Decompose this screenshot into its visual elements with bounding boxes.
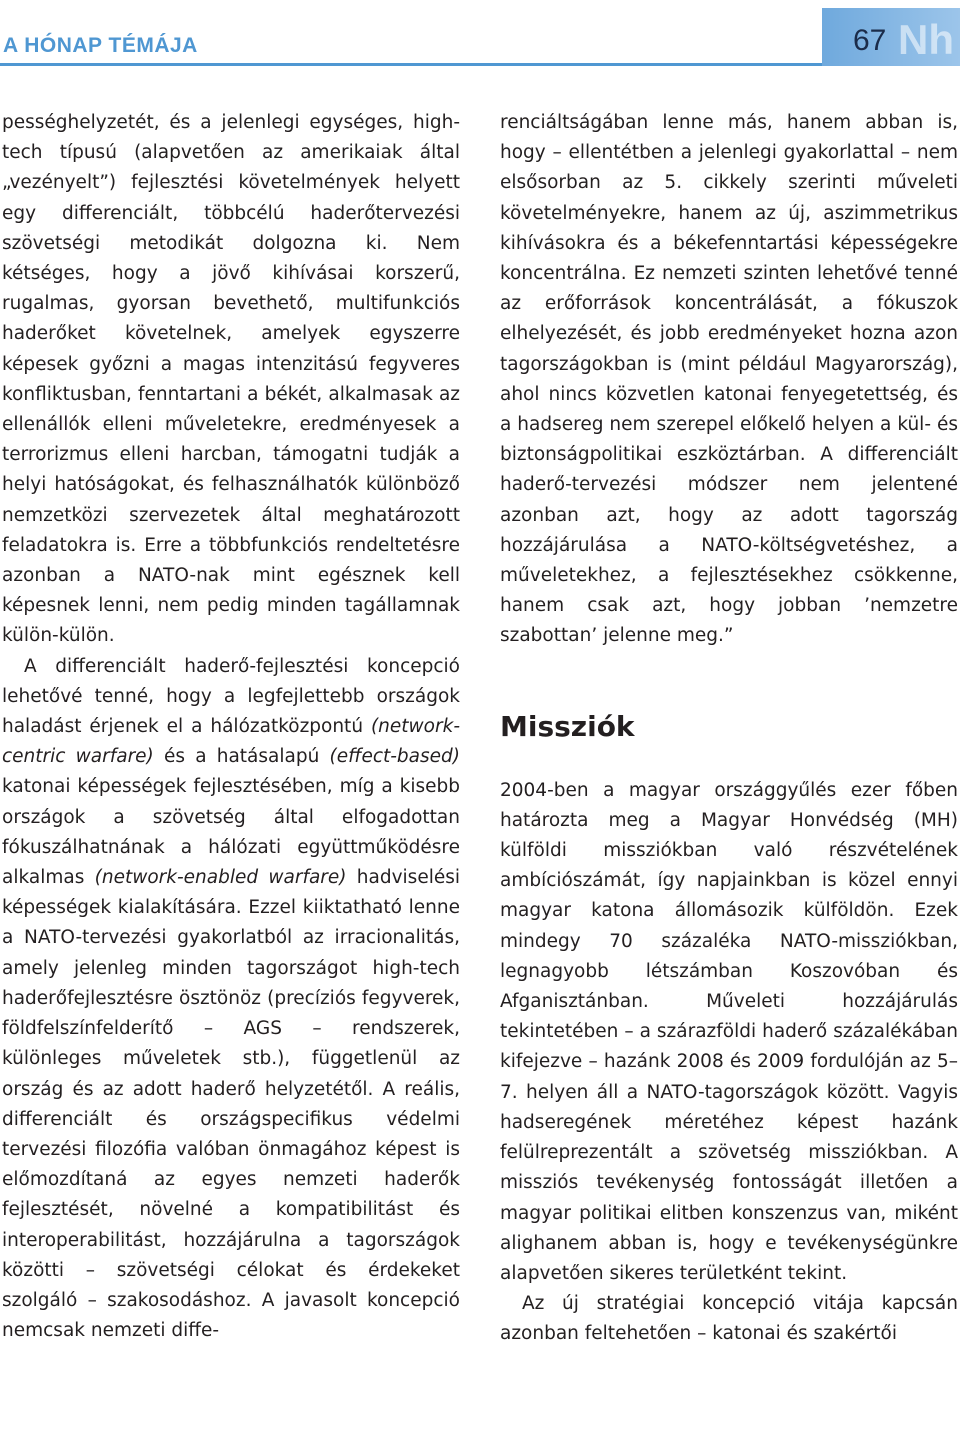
logo-text: Nh xyxy=(898,16,954,62)
page-number: 67 xyxy=(853,24,887,57)
right-column xyxy=(500,108,958,1350)
left-p2-italic-2: (effect-based) xyxy=(329,746,460,768)
left-column xyxy=(2,108,460,1346)
header-rule xyxy=(0,63,822,66)
left-p2-italic-3: (network-enabled warfare) xyxy=(94,867,347,889)
left-p2-italic-1: (network-centric warfare) xyxy=(2,716,460,768)
left-p2-text-a: A differenciált haderő-fejlesztési koncepció lehetővé tenné, hogy a legfejlettebb országok haladást érjenek el a hálózatközpontú xyxy=(2,655,460,738)
right-paragraph-2: 2004-ben a magyar országgyűlés ezer főben határozta meg a Magyar Honvédség (MH) külföldi missziókban való részvételének ambíciószámát, így napjainkban is közel ennyi magyar katona állomásozik külföldön. Ezek mindegy 70 százaléka NATO-missziókban, legnagyobb létszámban Koszovóban és Afganisztánban. Műveleti hozzájárulás tekintetében – a szárazföldi haderő százalékában kifejezve – hazánk 2008 és 2009 fordulóján az 5–7. helyen áll a NATO-tagországok között. Vagyis hadseregének méretéhez képest hazánk felülreprezentált a szövetség missziókban. A missziós tevékenység fontosságát illetően a magyar politikai elitben konszenzus van, miként alighanem abban is, hogy e tevékenységünkre alapvetően sikeres területként tekint. xyxy=(500,779,958,1284)
left-p2-text-b: és a hatásalapú xyxy=(153,746,330,768)
section-heading-missziok: Missziók xyxy=(500,709,635,743)
page-header xyxy=(0,0,960,70)
magazine-logo-icon xyxy=(896,14,956,62)
right-paragraph-1: renciáltságában lenne más, hanem abban is, hogy – ellentétben a jelenlegi gyakorlattal – nem elsősorban az 5. cikkely szerinti műveleti követelményekre, hanem az új, aszimmetrikus kihívásokra és a békefenntartási képességekre koncentrálna. Ez nemzeti szinten lehetővé tenné az erőforrások koncentrálását, a fókuszok elhelyezését, és jobb eredményeket hozna azon tagországokban is (mint például Magyarország), ahol nincs közvetlen katonai fenyegetettség, és a hadsereg nem szerepel előkelő helyen a kül- és biztonságpolitikai eszköztárban. A differenciált haderő-tervezési módszer nem jelentené azonban azt, hogy az adott tagország hozzájárulása a NATO-költségvetéshez, a műveletekhez, a fejlesztésekhez csökkenne, hanem csak azt, hogy jobban ’nemzetre szabottan’ jelenne meg.” xyxy=(500,112,958,647)
section-title: A HÓNAP TÉMÁJA xyxy=(3,34,198,57)
right-paragraph-3: Az új stratégiai koncepció vitája kapcsán azonban feltehetően – katonai és szakértői xyxy=(500,1293,958,1345)
left-paragraph-1: pességhelyzetét, és a jelenlegi egységes, high-tech típusú (alapvetően az amerikaiak által „vezényelt”) fejlesztési követelmények helyett egy differenciált, többcélú haderőtervezési szövetségi metodikát dolgozna ki. Nem kétséges, hogy a jövő kihívásai korszerű, rugalmas, gyorsan bevethető, multifunkciós haderőket követelnek, amelyek egyszerre képesek győzni a magas intenzitású fegyveres konfliktusban, fenntartani a békét, alkalmasak az ellenállók elleni műveletekre, eredményesek a terrorizmus elleni harcban, támogatni tudják a helyi hatóságokat, és felhasználhatók különböző nemzetközi szervezetek által meghatározott feladatokra is. Erre a többfunkciós rendeltetésre azonban a NATO-nak mint egésznek kell képesnek lenni, nem pedig minden tagállamnak külön-külön. xyxy=(2,112,460,647)
left-p2-text-c: katonai képességek fejlesztésében, míg a kisebb országok a szövetség által elfogadottan fókuszálhatnának a hálózati együttműködésre alkalmas xyxy=(2,776,460,889)
left-p2-text-d: hadviselési képességek kialakítására. Ezzel kiiktatható lenne a NATO-tervezési gyakorlatból az irracionalitás, amely jelenleg minden tagországot high-tech haderőfejlesztésre ösztönöz (precíziós fegyverek, földfelszínfelderítő – AGS – rendszerek, különleges műveletek stb.), függetlenül az ország és az adott haderő helyzetétől. A reális, differenciált és országspecifikus védelmi tervezési filozófia valóban önmagához képest is előmozdítaná az egyes nemzeti haderők fejlesztését, növelné a kompatibilitást és interoperabilitást, hozzájárulna a tagországok közötti – szövetségi célokat és érdekeket szolgáló – szakosodáshoz. A javasolt koncepció nemcsak nemzeti diffe- xyxy=(2,867,461,1342)
left-paragraph-2 xyxy=(2,652,460,1347)
